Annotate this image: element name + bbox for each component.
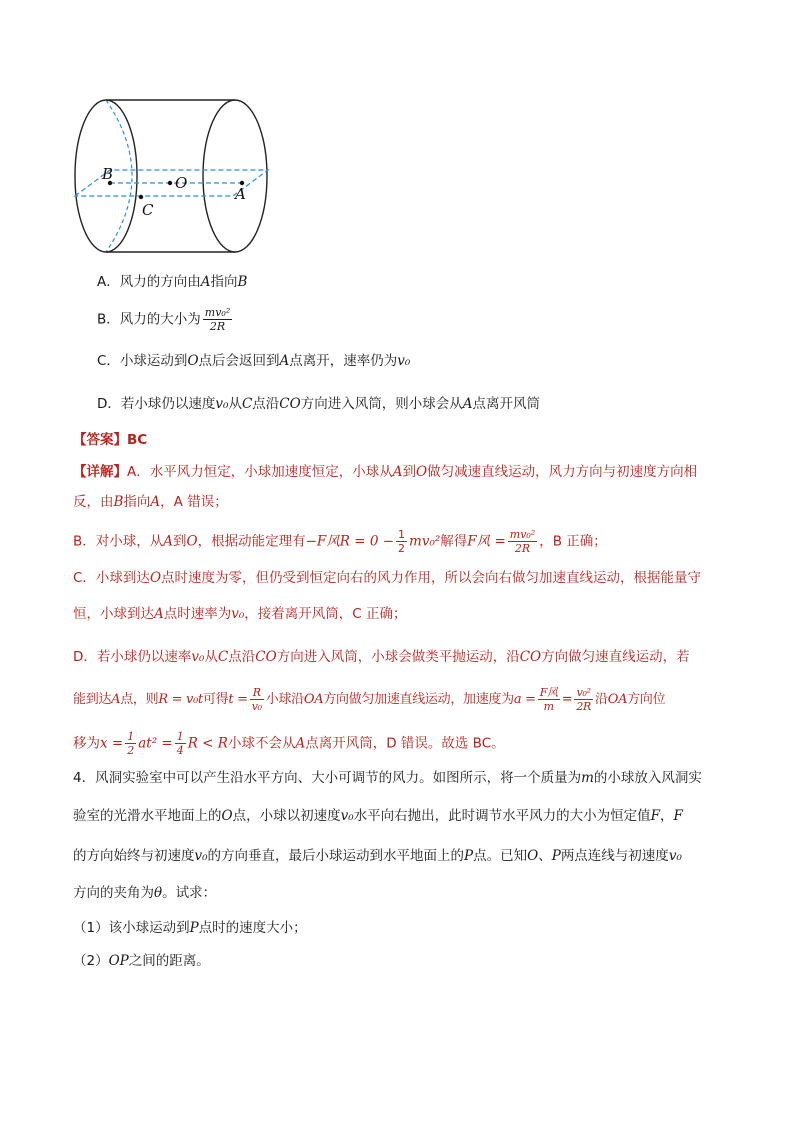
question4-line1	[73, 768, 723, 788]
fraction-numerator: v₀²	[574, 686, 593, 700]
fraction-denominator: 2	[127, 744, 135, 757]
equation: x =	[100, 735, 124, 752]
fraction-numerator: F风	[539, 686, 558, 699]
fraction	[175, 730, 186, 757]
right-end-ellipse	[203, 100, 267, 252]
sub-question-key: （2）	[73, 953, 109, 969]
var-p: P	[464, 848, 474, 864]
var-o: O	[149, 570, 162, 586]
var-v0: v₀	[397, 353, 411, 369]
detail-text: A．水平风力恒定，小球加速度恒定，小球从	[127, 464, 393, 480]
option-text: 从	[228, 396, 242, 412]
detail-text: 到	[402, 464, 416, 480]
detail-text: 能到达	[73, 692, 112, 707]
option-text: 风力的方向由	[119, 274, 201, 290]
equation: R = v₀t	[158, 692, 203, 707]
equation: −F风R = 0 −	[305, 533, 395, 550]
option-text: 指向	[210, 274, 238, 290]
var-m: m	[581, 770, 594, 786]
question4-line3	[73, 846, 723, 866]
fraction-numerator: R	[250, 686, 264, 700]
option-text: 点后会返回到	[198, 353, 280, 369]
question-text: ，	[660, 808, 674, 824]
label-o: O	[175, 174, 188, 192]
var-a: A	[295, 735, 306, 752]
option-key: A．	[97, 274, 120, 290]
option-key: B．	[97, 311, 120, 328]
option-text: 方向进入风筒，则小球会从	[300, 396, 463, 412]
fraction-denominator: v₀	[251, 700, 262, 713]
fraction-numerator: mv₀²	[509, 528, 536, 541]
var-f: F	[650, 808, 660, 824]
question-text: 点。已知	[473, 848, 528, 864]
var-b: B	[113, 494, 124, 510]
option-key: D．	[97, 396, 121, 412]
fraction	[508, 528, 537, 555]
question-text: 方向的夹角为	[73, 885, 154, 901]
var-theta: θ	[154, 885, 163, 901]
detail-text: 解得	[440, 533, 468, 550]
question4-sub1	[73, 918, 723, 938]
option-d	[97, 394, 540, 414]
detail-text: 方向做匀速直线运动，若	[541, 649, 690, 665]
detail-tag: 【详解】	[73, 464, 127, 480]
var-b: B	[237, 274, 248, 290]
var-a: A	[462, 396, 473, 412]
fraction-denominator: 2	[398, 542, 406, 555]
var-a: A	[154, 606, 164, 622]
option-key: C．	[97, 353, 120, 369]
var-o: O	[416, 464, 428, 480]
var-f: F	[673, 808, 683, 824]
sub-question-key: （1）	[73, 920, 109, 936]
question-text: 两点连线与初速度	[560, 848, 669, 864]
detail-text: ，A 错误；	[160, 494, 228, 510]
var-v0: v₀	[194, 848, 208, 864]
question-text: 的方向始终与初速度	[73, 848, 195, 864]
equation: R < R	[187, 735, 228, 752]
fraction-denominator: 4	[176, 744, 184, 757]
fraction-numerator: 1	[176, 730, 184, 743]
option-c	[97, 351, 410, 371]
var-p: P	[189, 920, 199, 936]
detail-d-line2	[73, 686, 723, 713]
option-text: 点沿	[252, 396, 280, 412]
equation: t =	[228, 692, 248, 707]
fraction-denominator: 2R	[514, 542, 531, 555]
detail-a-line2	[73, 492, 723, 512]
question-text: 。试求：	[162, 885, 217, 901]
var-c: C	[241, 396, 253, 412]
fraction-denominator: 2R	[576, 700, 592, 713]
question-text: 、	[538, 848, 552, 864]
detail-text: 到	[173, 533, 187, 550]
detail-d-line1	[73, 647, 723, 667]
equation: F风 =	[467, 533, 506, 550]
answer-tag: 【答案】	[73, 432, 127, 448]
detail-text: 点沿	[228, 649, 256, 665]
var-a: A	[150, 494, 161, 510]
detail-text: 移为	[73, 735, 100, 752]
fraction-numerator: 1	[398, 528, 406, 541]
equation: mv₀²	[409, 533, 441, 550]
detail-text: 小球不会从	[227, 735, 296, 752]
question-text: 的小球放入风洞实	[593, 770, 702, 786]
detail-text: 可得	[202, 692, 229, 707]
fraction	[125, 730, 136, 757]
option-text: 小球运动到	[119, 353, 188, 369]
detail-c-line2	[73, 604, 723, 624]
detail-text: 从	[204, 649, 218, 665]
var-o: O	[186, 533, 198, 550]
var-co: CO	[255, 649, 277, 665]
detail-text: ，B 正确；	[539, 533, 607, 550]
question4-line2	[73, 806, 723, 826]
question-text: 的方向垂直，最后小球运动到水平地面上的	[207, 848, 465, 864]
var-a: A	[279, 353, 290, 369]
option-text: 点离开，速率仍为	[289, 353, 398, 369]
detail-text: 反，由	[73, 494, 114, 510]
label-c: C	[142, 201, 154, 219]
question4-line4	[73, 883, 723, 903]
detail-text: 点，则	[120, 692, 159, 707]
detail-text: 沿	[595, 692, 608, 707]
var-a: A	[111, 692, 121, 707]
detail-text: 点时速度为零，但仍受到恒定向右的风力作用，所以会向右做匀加速直线运动，根据能量守	[161, 570, 702, 586]
detail-text: 方向进入风筒，小球会做类平抛运动，沿	[276, 649, 520, 665]
fraction	[250, 686, 264, 713]
point-o	[168, 181, 172, 185]
var-a: A	[200, 274, 211, 290]
var-oa: OA	[303, 692, 324, 707]
var-a: A	[163, 533, 174, 550]
option-text: 风力的大小为	[119, 311, 201, 328]
var-c: C	[217, 649, 229, 665]
var-v0: v₀	[231, 606, 245, 622]
detail-text: 小球沿	[265, 692, 304, 707]
detail-text: D．若小球仍以速率	[73, 649, 192, 665]
fraction	[203, 306, 232, 333]
question-text: 验室的光滑水平地面上的	[73, 808, 222, 824]
label-a: A	[235, 185, 246, 203]
detail-text: C．小球到达	[73, 570, 150, 586]
detail-c-line1	[73, 568, 723, 588]
question-text: 之间的距离。	[128, 953, 210, 969]
equation: at² =	[138, 735, 173, 752]
question-text: 点时的速度大小；	[198, 920, 307, 936]
option-a	[97, 272, 247, 292]
fraction-numerator: mv₀²	[204, 306, 231, 319]
option-text: 若小球仍以速度	[120, 396, 216, 412]
fraction-numerator: 1	[127, 730, 135, 743]
var-o: O	[221, 808, 233, 824]
var-o: O	[527, 848, 539, 864]
var-co: CO	[279, 396, 301, 412]
label-b: B	[102, 165, 114, 183]
fraction-denominator: m	[543, 700, 554, 713]
point-c	[139, 195, 143, 199]
var-p: P	[551, 848, 561, 864]
detail-text: ，根据动能定理有	[197, 533, 306, 550]
detail-text: 指向	[123, 494, 151, 510]
wind-tunnel-figure	[72, 98, 272, 254]
answer-line	[73, 428, 147, 448]
var-v0: v₀	[215, 396, 229, 412]
fraction	[396, 528, 407, 555]
detail-text: 点离开风筒，D 错误。故选 BC。	[305, 735, 505, 752]
var-v0: v₀	[668, 848, 682, 864]
question-text: 水平向右抛出，此时调节水平风力的大小为恒定值	[353, 808, 651, 824]
detail-text: B．对小球，从	[73, 533, 164, 550]
detail-text: 点时速率为	[163, 606, 232, 622]
equation: a =	[513, 692, 536, 707]
option-b	[97, 306, 234, 333]
var-co: CO	[519, 649, 542, 665]
detail-b	[73, 528, 723, 555]
answer-value: BC	[127, 432, 148, 448]
detail-text: 恒，小球到达	[73, 606, 154, 622]
var-v0: v₀	[191, 649, 205, 665]
detail-text: 方向做匀加速直线运动，加速度为	[323, 692, 514, 707]
fraction	[538, 686, 560, 713]
detail-text: 做匀减速直线运动，风力方向与初速度方向相	[427, 464, 698, 480]
var-op: OP	[108, 953, 129, 969]
detail-text: ，接着离开风筒，C 正确；	[244, 606, 407, 622]
var-v0: v₀	[340, 808, 354, 824]
question-text: 4．风洞实验室中可以产生沿水平方向、大小可调节的风力。如图所示，将一个质量为	[73, 770, 582, 786]
option-text: 点离开风筒	[472, 396, 540, 412]
fraction	[574, 686, 593, 713]
detail-d-line3	[73, 730, 723, 757]
question-text: 该小球运动到	[108, 920, 190, 936]
detail-text: 方向位	[627, 692, 666, 707]
equation: =	[561, 692, 573, 707]
question-text: 点，小球以初速度	[232, 808, 341, 824]
fraction-denominator: 2R	[209, 320, 226, 333]
var-a: A	[392, 464, 403, 480]
var-o: O	[187, 353, 199, 369]
detail-a-line1	[73, 462, 723, 482]
var-oa: OA	[607, 692, 628, 707]
question4-sub2	[73, 951, 723, 971]
